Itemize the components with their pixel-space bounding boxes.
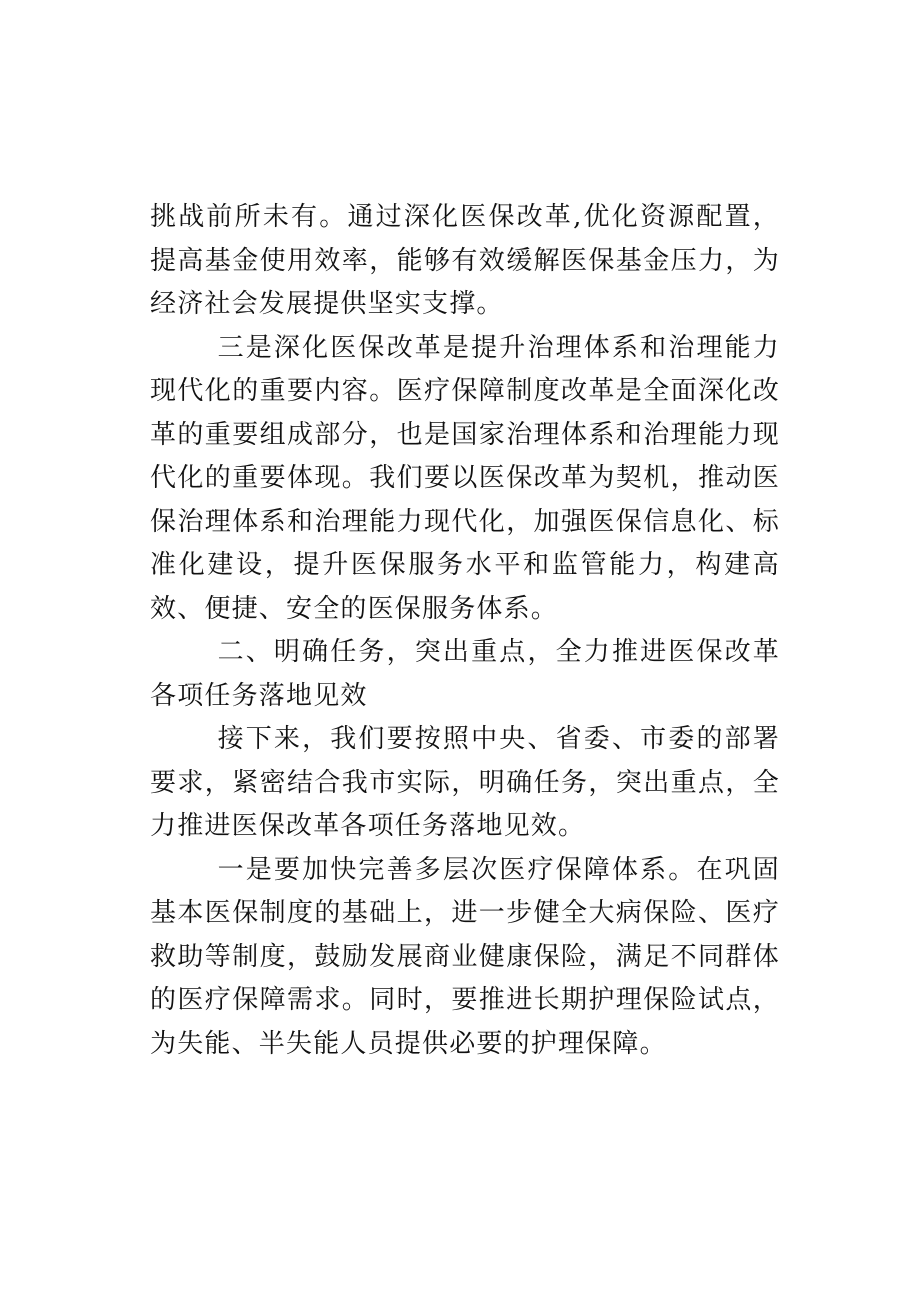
paragraph-task-one: 一是要加快完善多层次医疗保障体系。在巩固基本医保制度的基础上，进一步健全大病保险、医疗救助等制度，鼓励发展商业健康保险，满足不同群体的医疗保障需求。同时，要推进长期护理保险试点，为失能、半失能人员提供必要的护理保障。 [150, 854, 780, 1059]
section-heading-two: 二、明确任务，突出重点，全力推进医保改革各项任务落地见效 [150, 637, 780, 711]
paragraph-point-three: 三是深化医保改革是提升治理体系和治理能力现代化的重要内容。医疗保障制度改革是全面深化改革的重要组成部分，也是国家治理体系和治理能力现代化的重要体现。我们要以医保改革为契机，推动医保治理体系和治理能力现代化，加强医保信息化、标准化建设，提升医保服务水平和监管能力，构建高效、便捷、安全的医保服务体系。 [150, 332, 780, 624]
paragraph-intro-tasks: 接下来，我们要按照中央、省委、市委的部署要求，紧密结合我市实际，明确任务，突出重点，全力推进医保改革各项任务落地见效。 [150, 724, 780, 841]
document-body [150, 196, 780, 1066]
paragraph-continuation: 挑战前所未有。通过深化医保改革,优化资源配置，提高基金使用效率，能够有效缓解医保基金压力，为经济社会发展提供坚实支撑。 [150, 202, 780, 319]
